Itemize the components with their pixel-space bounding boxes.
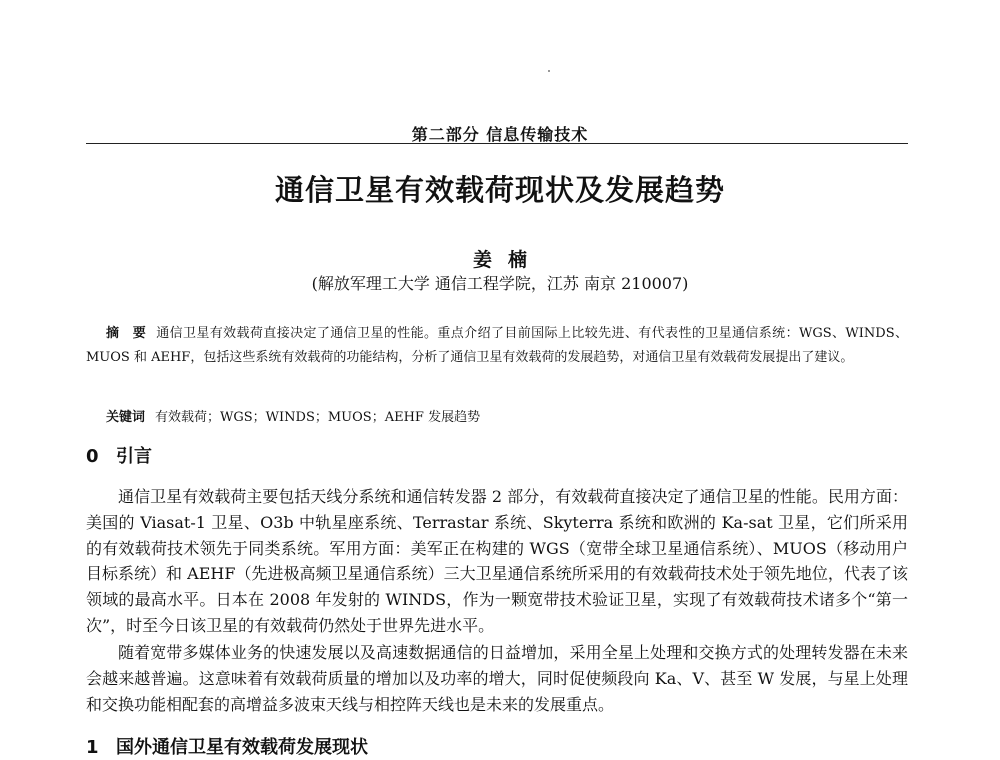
article-title: 通信卫星有效载荷现状及发展趋势 — [274, 173, 725, 207]
keywords — [86, 408, 908, 428]
abstract-label: 摘 要 — [106, 326, 147, 341]
body-paragraph — [86, 640, 908, 717]
section-title: 引言 — [116, 446, 152, 467]
author-affiliation: (解放军理工大学 通信工程学院，江苏 南京 210007) — [311, 274, 689, 293]
abstract-text: 通信卫星有效载荷直接决定了通信卫星的性能。重点介绍了目前国际上比较先进、有代表性的卫星通信系统：WGS、WINDS、MUOS 和 AEHF，包括这些系统有效载荷的功能结构，分析了通信卫星有效载荷的发展趋势，对通信卫星有效载荷发展提出了建议。 — [86, 326, 908, 365]
section-title: 国外通信卫星有效载荷发展现状 — [116, 737, 368, 758]
section-number: 0 — [86, 446, 99, 467]
keywords-text: 有效载荷；WGS；WINDS；MUOS；AEHF 发展趋势 — [155, 410, 481, 425]
section-number: 1 — [86, 737, 99, 758]
scan-speck — [548, 70, 550, 72]
header-rule — [86, 143, 908, 144]
body-paragraph — [86, 484, 908, 639]
paragraph-text: 随着宽带多媒体业务的快速发展以及高速数据通信的日益增加，采用全星上处理和交换方式的处理转发器在未来会越来越普遍。这意味着有效载荷质量的增加以及功率的增大，同时促使频段向 Ka、V、甚至 W 发展，与星上处理和交换功能相配套的高增益多波束天线与相控阵天线也是未来的发展重点。 — [86, 643, 908, 714]
paragraph-text: 通信卫星有效载荷主要包括天线分系统和通信转发器 2 部分，有效载荷直接决定了通信卫星的性能。民用方面：美国的 Viasat-1 卫星、O3b 中轨星座系统、Terrastar 系统、Skyterra 系统和欧洲的 Ka-sat 卫星，它们所采用的有效载荷技术领先于同类系统。军用方面：美军正在构建的 WGS（宽带全球卫星通信系统）、MUOS（移动用户目标系统）和 AEHF（先进极高频卫星通信系统）三大卫星通信系统所采用的有效载荷技术处于领先地位，代表了该领域的最高水平。日本在 2008 年发射的 WINDS，作为一颗宽带技术验证卫星，实现了有效载荷技术诸多个“第一次”，时至今日该卫星的有效载荷仍然处于世界先进水平。 — [86, 487, 908, 635]
abstract — [86, 322, 908, 370]
running-section-header: 第二部分 信息传输技术 — [411, 125, 589, 144]
section-heading-status — [86, 733, 368, 759]
article-author: 姜楠 — [472, 249, 543, 271]
section-heading-introduction — [86, 442, 152, 468]
keywords-label: 关键词 — [106, 410, 146, 425]
